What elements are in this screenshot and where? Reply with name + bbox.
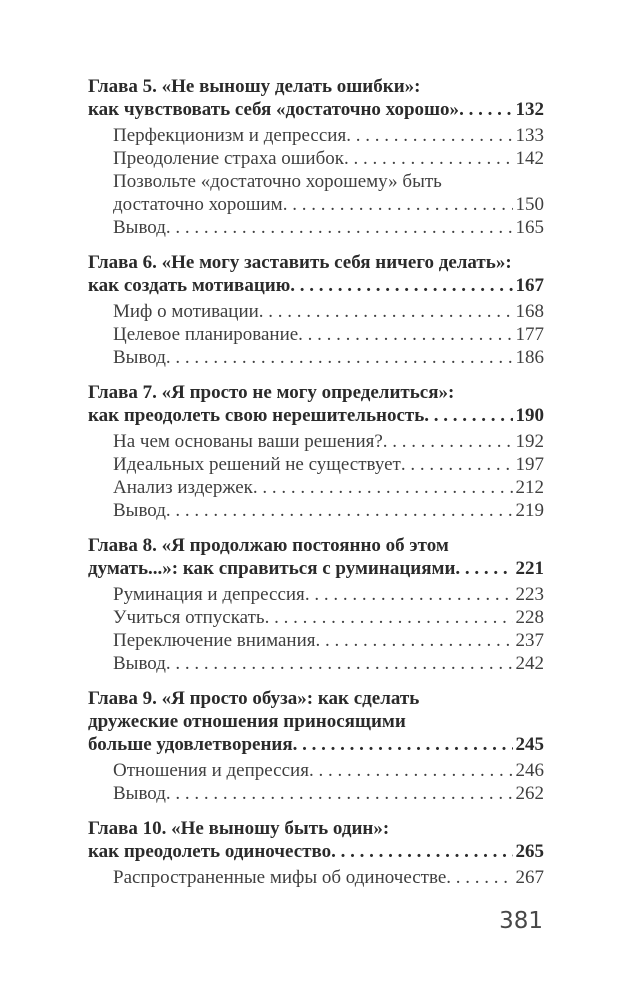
chapter-heading-text: как создать мотивацию bbox=[88, 275, 291, 296]
chapter-heading-text: как преодолеть свою нерешительность bbox=[88, 405, 425, 426]
toc-item-page: 186 bbox=[515, 347, 544, 368]
chapter-heading-line: Глава 9. «Я просто обуза»: как сделать bbox=[88, 688, 420, 709]
dot-leader bbox=[316, 629, 513, 652]
toc-row bbox=[113, 147, 544, 170]
toc-item-page: 212 bbox=[515, 477, 544, 498]
dot-leader bbox=[344, 147, 513, 170]
toc-item-label: достаточно хорошим bbox=[113, 194, 283, 215]
toc-item-page: 242 bbox=[515, 653, 544, 674]
dot-leader bbox=[446, 866, 512, 889]
toc-row bbox=[113, 430, 544, 453]
dot-leader bbox=[166, 782, 513, 805]
footer-page-number: 381 bbox=[499, 908, 543, 934]
toc-item-page: 262 bbox=[515, 783, 544, 804]
chapter-page-number: 221 bbox=[515, 558, 544, 579]
chapter-heading-row bbox=[88, 557, 544, 580]
toc-section-chapter-7 bbox=[88, 381, 544, 522]
dot-leader bbox=[424, 404, 512, 427]
dot-leader bbox=[455, 557, 512, 580]
toc-section-chapter-8 bbox=[88, 534, 544, 675]
toc-item-wrap-line: Позвольте «достаточно хорошему» быть bbox=[113, 171, 442, 192]
toc-row bbox=[113, 216, 544, 239]
toc-item-label: Распространенные мифы об одиночестве bbox=[113, 867, 447, 888]
toc-row bbox=[113, 499, 544, 522]
toc-items bbox=[88, 759, 544, 805]
dot-leader bbox=[166, 216, 513, 239]
toc-row bbox=[113, 759, 544, 782]
dot-leader bbox=[166, 499, 513, 522]
toc-item-label: Переключение внимания bbox=[113, 630, 316, 651]
toc-item-page: 142 bbox=[515, 148, 544, 169]
toc-item-page: 267 bbox=[515, 867, 544, 888]
chapter-heading-row bbox=[88, 274, 544, 297]
dot-leader bbox=[265, 606, 513, 629]
toc-item-label: Вывод bbox=[113, 217, 166, 238]
chapter-heading-line: Глава 7. «Я просто не могу определиться»: bbox=[88, 382, 455, 403]
chapter-page-number: 132 bbox=[515, 99, 544, 120]
dot-leader bbox=[309, 759, 513, 782]
toc-item-page: 197 bbox=[515, 454, 544, 475]
chapter-heading-line: Глава 10. «Не выношу быть один»: bbox=[88, 818, 390, 839]
toc-item-page: 177 bbox=[515, 324, 544, 345]
toc-item-label: Идеальных решений не существует bbox=[113, 454, 401, 475]
chapter-heading-line: дружеские отношения приносящими bbox=[88, 711, 406, 732]
chapter-heading-text: как чувствовать себя «достаточно хорошо» bbox=[88, 99, 460, 120]
dot-leader bbox=[166, 346, 513, 369]
chapter-heading-text: больше удовлетворения bbox=[88, 734, 293, 755]
toc-row bbox=[113, 193, 544, 216]
dot-leader bbox=[383, 430, 513, 453]
table-of-contents bbox=[88, 75, 544, 889]
toc-item-page: 237 bbox=[515, 630, 544, 651]
toc-item-label: Руминация и депрессия bbox=[113, 584, 305, 605]
dot-leader bbox=[293, 733, 513, 756]
toc-item-label: Вывод bbox=[113, 500, 166, 521]
chapter-heading-text: как преодолеть одиночество bbox=[88, 841, 332, 862]
dot-leader bbox=[305, 583, 513, 606]
dot-leader bbox=[346, 124, 512, 147]
dot-leader bbox=[290, 274, 512, 297]
toc-row bbox=[113, 346, 544, 369]
dot-leader bbox=[283, 193, 513, 216]
toc-section-chapter-6 bbox=[88, 251, 544, 369]
toc-items bbox=[88, 300, 544, 369]
toc-row bbox=[113, 583, 544, 606]
toc-row bbox=[113, 782, 544, 805]
toc-item-label: Вывод bbox=[113, 783, 166, 804]
toc-row bbox=[113, 476, 544, 499]
chapter-page-number: 167 bbox=[515, 275, 544, 296]
toc-items bbox=[88, 430, 544, 522]
toc-row bbox=[113, 323, 544, 346]
toc-item-label: Миф о мотивации bbox=[113, 301, 259, 322]
toc-item-label: На чем основаны ваши решения? bbox=[113, 431, 383, 452]
toc-items bbox=[88, 124, 544, 239]
dot-leader bbox=[298, 323, 512, 346]
toc-item-label: Перфекционизм и депрессия bbox=[113, 125, 347, 146]
toc-item-page: 228 bbox=[515, 607, 544, 628]
chapter-heading-row bbox=[88, 404, 544, 427]
toc-item-label: Преодоление страха ошибок bbox=[113, 148, 344, 169]
toc-item-page: 168 bbox=[515, 301, 544, 322]
toc-items bbox=[88, 583, 544, 675]
toc-item-label: Целевое планирование bbox=[113, 324, 299, 345]
chapter-heading-line: Глава 8. «Я продолжаю постоянно об этом bbox=[88, 535, 449, 556]
toc-item-page: 223 bbox=[515, 584, 544, 605]
chapter-heading-line: Глава 6. «Не могу заставить себя ничего делать»: bbox=[88, 252, 512, 273]
toc-item-page: 165 bbox=[515, 217, 544, 238]
toc-item-label: Отношения и депрессия bbox=[113, 760, 309, 781]
chapter-heading-text: думать...»: как справиться с руминациями bbox=[88, 558, 456, 579]
chapter-heading-line: Глава 5. «Не выношу делать ошибки»: bbox=[88, 76, 421, 97]
toc-item-label: Анализ издержек bbox=[113, 477, 253, 498]
toc-row bbox=[113, 300, 544, 323]
toc-section-chapter-9 bbox=[88, 687, 544, 805]
chapter-heading-row bbox=[88, 840, 544, 863]
dot-leader bbox=[401, 453, 513, 476]
dot-leader bbox=[253, 476, 513, 499]
chapter-heading-row bbox=[88, 98, 544, 121]
chapter-page-number: 190 bbox=[515, 405, 544, 426]
dot-leader bbox=[259, 300, 513, 323]
toc-item-page: 246 bbox=[515, 760, 544, 781]
toc-row bbox=[113, 453, 544, 476]
dot-leader bbox=[331, 840, 512, 863]
toc-item-page: 192 bbox=[515, 431, 544, 452]
toc-item-page: 150 bbox=[515, 194, 544, 215]
toc-row bbox=[113, 629, 544, 652]
toc-row bbox=[113, 124, 544, 147]
toc-row bbox=[113, 866, 544, 889]
toc-item-label: Вывод bbox=[113, 347, 166, 368]
dot-leader bbox=[166, 652, 513, 675]
toc-item-page: 133 bbox=[515, 125, 544, 146]
chapter-page-number: 265 bbox=[515, 841, 544, 862]
dot-leader bbox=[459, 98, 512, 121]
toc-section-chapter-5 bbox=[88, 75, 544, 239]
toc-item-label: Учиться отпускать bbox=[113, 607, 265, 628]
toc-item-label: Вывод bbox=[113, 653, 166, 674]
toc-section-chapter-10 bbox=[88, 817, 544, 889]
toc-item-page: 219 bbox=[515, 500, 544, 521]
toc-row bbox=[113, 652, 544, 675]
toc-row bbox=[113, 606, 544, 629]
chapter-heading-row bbox=[88, 733, 544, 756]
chapter-page-number: 245 bbox=[515, 734, 544, 755]
toc-items bbox=[88, 866, 544, 889]
